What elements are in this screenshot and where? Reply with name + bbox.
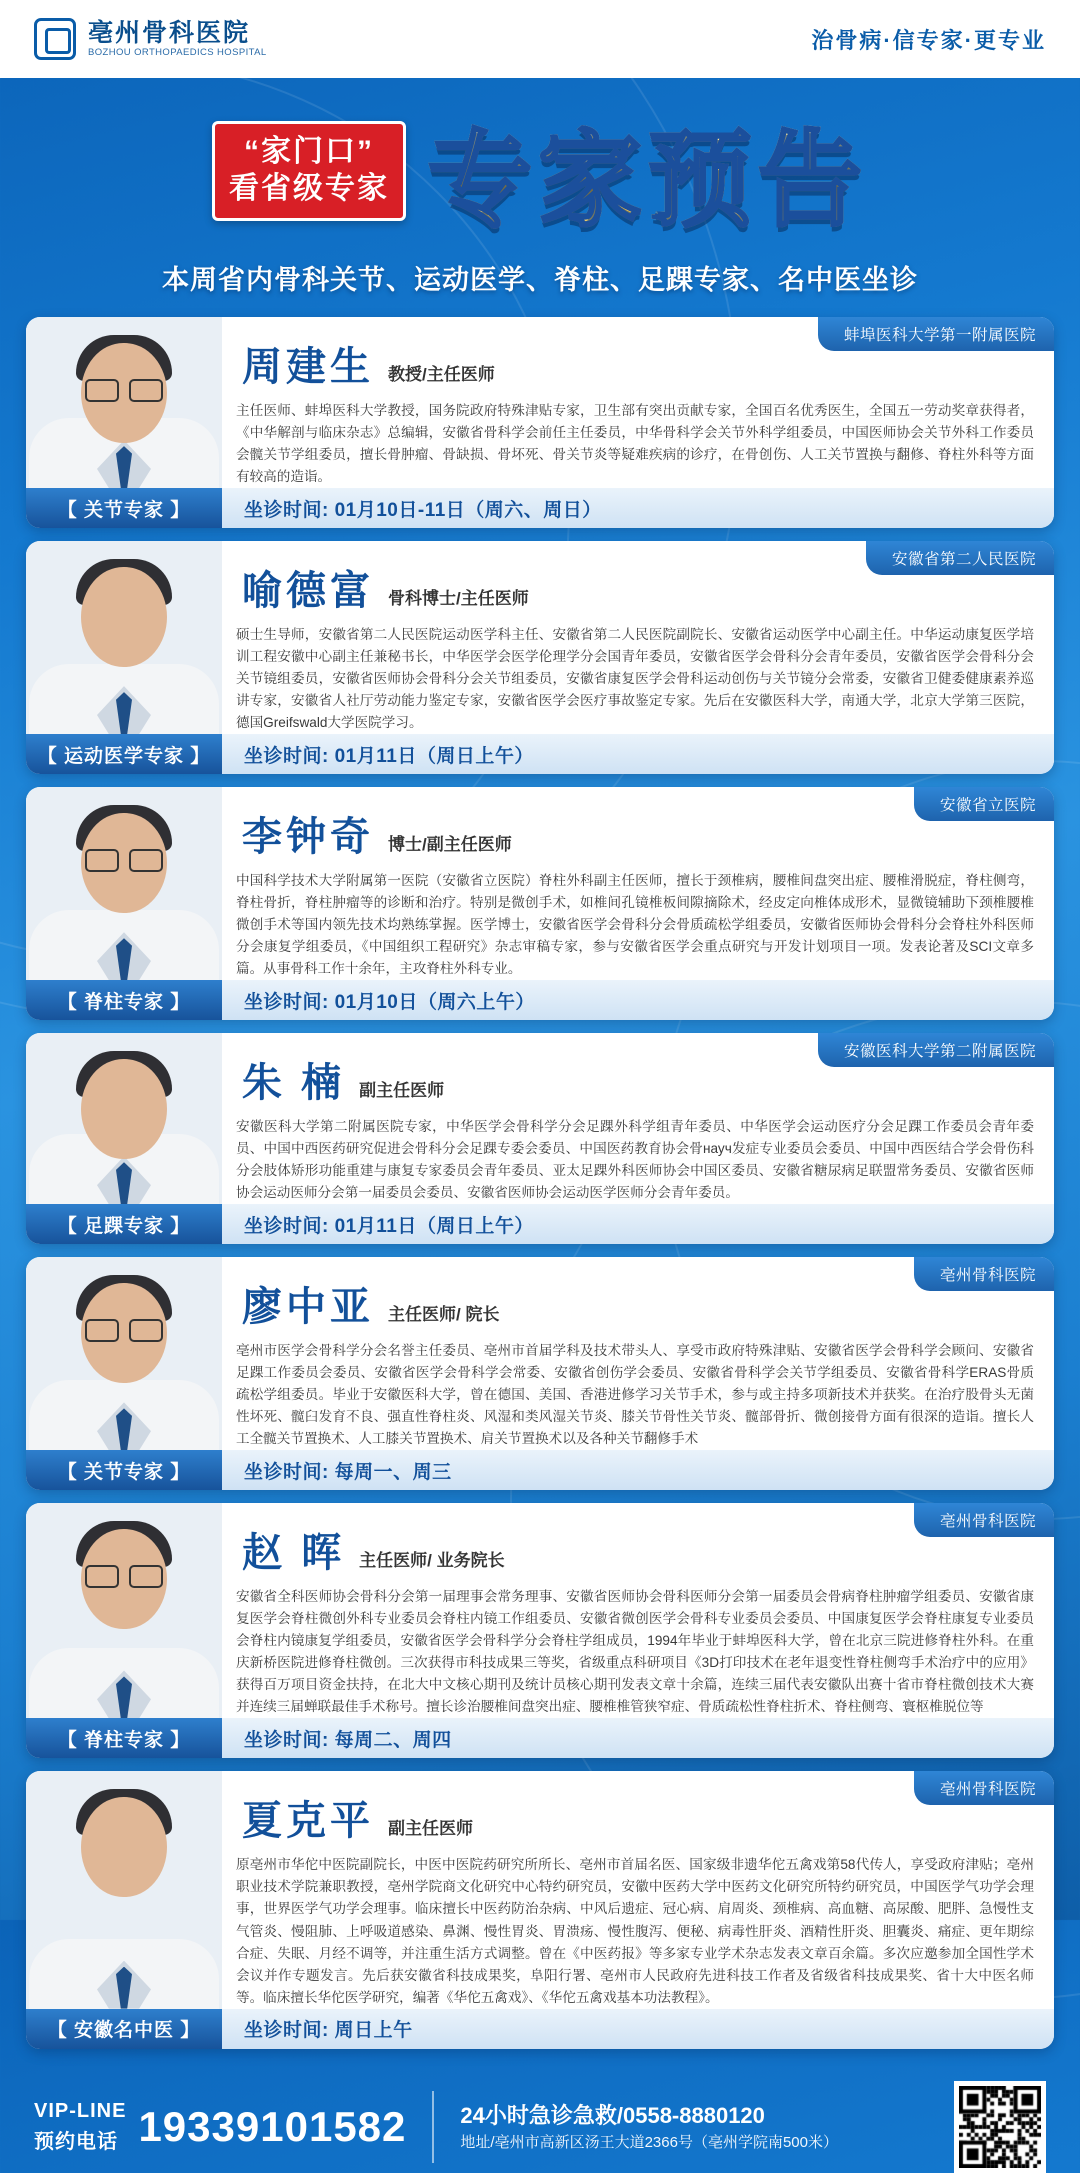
doctor-photo [26,1257,222,1450]
doctor-card [26,1033,1054,1244]
doctor-photo [26,787,222,980]
doctor-specialty-badge: 【 脊柱专家 】 [26,1718,222,1758]
doctor-specialty-badge: 【 关节专家 】 [26,1450,222,1490]
doctor-schedule: 坐诊时间: 每周二、周四 [222,1718,1054,1758]
doctor-name: 廖中亚 [242,1285,374,1330]
hospital-logo [34,18,267,60]
doctor-title: 博士/副主任医师 [388,835,512,855]
qr-code[interactable] [954,2081,1046,2173]
red-callout-line1: “家门口” [243,135,374,169]
doctor-bio: 安徽省全科医师协会骨科分会第一届理事会常务理事、安徽省医师协会骨科医师分会第一届委员会骨病脊柱肿瘤学组委员、安徽省康复医学会脊柱微创外科专业委员会脊柱内镜工作组委员、安徽省微创医学会骨科专业委员会委员、中国康复医学会脊柱康复专业委员会脊柱内镜康复学组委员，安徽省医学会骨科学分会脊柱学组成员，1994年毕业于蚌埠医科大学，曾在北京三院进修脊柱外科。在重庆新桥医院进修脊柱微创。三次获得市科技成果三等奖，省级重点科研项目《3D打印技术在老年退变性脊柱侧弯手术治疗中的应用》获得百万项目资金扶持，在北大中文核心期刊及统计员核心期刊发表文章十余篇，连续三届代表安徽队出赛十省市脊柱微创技术大赛并连续三届蝉联最佳手术称号。擅长诊治腰椎间盘突出症、腰椎椎管狭窄症、骨质疏松性脊柱折术、脊柱侧弯、寰枢椎脱位等 [236,1589,1034,1715]
doctor-schedule: 坐诊时间: 周日上午 [222,2009,1054,2049]
doctor-card [26,1503,1054,1758]
hospital-name-cn: 亳州骨科医院 [88,18,251,47]
doctor-card [26,541,1054,774]
doctor-specialty-badge: 【 运动医学专家 】 [26,734,222,774]
doctor-bio: 亳州市医学会骨科学分会名誉主任委员、亳州市首届学科及技术带头人、享受市政府特殊津贴、安徽省医学会骨科学会顾问、安徽省足踝工作委员会委员、安徽省医学会骨科学会常委、安徽省创伤学会委员、安徽省骨科学会关节学组委员、安徽省骨科学ERAS骨质疏松学组委员。毕业于安徽医科大学，曾在德国、美国、香港进修学习关节手术，参与或主持多项新技术并获奖。在治疗股骨头无菌性坏死、髋臼发育不良、强直性脊柱炎、风湿和类风湿关节炎、膝关节骨性关节炎、髋部骨折、微创接骨方面有很深的造诣。擅长人工全髋关节置换术、人工膝关节置换术、肩关节置换术以及各种关节翻修手术 [236,1343,1034,1447]
doctor-name: 周建生 [242,345,374,389]
doctor-hospital: 亳州骨科医院 [914,1257,1054,1291]
doctor-bio: 主任医师、蚌埠医科大学教授，国务院政府特殊津贴专家，卫生部有突出贡献专家，全国百名优秀医生，全国五一劳动奖章获得者，《中华解剖与临床杂志》总编辑，安徽省骨科学会前任主任委员，中华骨科学会关节外科学组委员，中国医师协会关节外科工作委员会髋关节学组委员，擅长骨肿瘤、骨缺损、骨坏死、骨关节炎等疑难疾病的诊疗，在骨创伤、人工关节置换与翻修、脊柱外科等方面有较高的造诣。 [236,403,1034,485]
logo-icon [34,18,76,60]
doctor-schedule: 坐诊时间: 01月10日（周六上午） [222,980,1054,1020]
doctor-name: 朱 楠 [242,1061,346,1106]
doctor-specialty-badge: 【 足踝专家 】 [26,1204,222,1244]
hospital-name-en: BOZHOU ORTHOPAEDICS HOSPITAL [88,47,267,59]
doctor-title: 副主任医师 [388,1819,473,1839]
page-footer [0,2065,1080,2173]
doctor-bio: 原亳州市华佗中医院副院长，中医中医院药研究所所长、亳州市首届名医、国家级非遗华佗五禽戏第58代传人，享受政府津贴；亳州职业技术学院兼职教授，亳州学院商文化研究中心特约研究员，安徽中医药大学中医药文化研究所特约研究员，中国医学气功学会理事，世界医学气功学会理事。临床擅长中医药防治杂病、中风后遗症、冠心病、肩周炎、颈椎病、高血糖、高尿酸、肥胖、急慢性支气管炎、慢阻肺、上呼吸道感染、鼻渊、慢性胃炎、胃溃疡、慢性腹泻、便秘、病毒性肝炎、酒精性肝炎、胆囊炎、痛症、更年期综合症、失眠、月经不调等，并注重生活方式调整。曾在《中医药报》等多家专业学术杂志发表文章百余篇。多次应邀参加全国性学术会议并作专题发言。先后获安徽省科技成果奖，阜阳行署、亳州市人民政府先进科技工作者及省级省科技成果奖、省十大中医名师等。临床擅长华佗医学研究，编著《华佗五禽戏》、《华佗五禽戏基本功法教程》。 [236,1857,1034,2005]
doctor-title: 主任医师/ 院长 [388,1305,500,1325]
doctor-name: 李钟奇 [242,815,374,860]
doctor-name: 喻德富 [242,569,374,614]
doctor-specialty-badge: 【 安徽名中医 】 [26,2009,222,2049]
title-block [0,78,1080,303]
doctor-schedule: 坐诊时间: 每周一、周三 [222,1450,1054,1490]
vip-line-label: VIP-LINE [34,2099,127,2122]
doctor-card [26,317,1054,528]
doctor-card [26,1257,1054,1490]
doctor-photo [26,1771,222,2008]
doctor-specialty-badge: 【 脊柱专家 】 [26,980,222,1020]
emergency-line: 24小时急诊急救/0558-8880120 [460,2102,765,2128]
doctor-bio: 安徽医科大学第二附属医院专家，中华医学会骨科学分会足踝外科学组青年委员、中华医学会运动医疗分会足踝工作委员会青年委员、中国中西医药研究促进会骨科分会足踝专委会委员、中国医药教育协会骨науч发症专业委员会委员、中国中西医结合学会骨伤科分会肢体矫形功能重建与康复专家委员会青年委员、亚太足踝外科医师协会中国区委员、安徽省糖尿病足联盟常务委员、安徽省医师协会运动医师分会第一届委员会委员、安徽省医师协会运动医学医师分会青年委员。 [236,1119,1034,1201]
doctor-hospital: 亳州骨科医院 [914,1771,1054,1805]
doctor-photo [26,317,222,488]
doctor-photo [26,1033,222,1204]
footer-divider [432,2091,434,2163]
doctor-schedule: 坐诊时间: 01月10日-11日（周六、周日） [222,488,1054,528]
doctor-bio: 中国科学技术大学附属第一医院（安徽省立医院）脊柱外科副主任医师，擅长于颈椎病，腰椎间盘突出症、腰椎滑脱症，脊柱侧弯，脊柱骨折，脊柱肿瘤等的诊断和治疗。特别是微创手术，如椎间孔镜椎板间隙摘除术，经皮定向椎体成形术，显微镜辅助下颈椎腰椎微创手术等国内领先技术均熟练掌握。医学博士，安徽省医学会骨科分会骨质疏松学组委员，安徽省医师协会骨科分会脊柱外科医师分会康复学组委员，《中国组织工程研究》杂志审稿专家，参与安徽省医学会重点研究与开发计划项目一项。发表论著及SCI文章多篇。从事骨科工作十余年，主攻脊柱外科专业。 [236,873,1034,977]
reserve-label: 预约电话 [34,2130,118,2153]
doctor-title: 教授/主任医师 [388,365,495,384]
address-line: 地址/亳州市高新区汤王大道2366号（亳州学院南500米） [460,2133,838,2151]
footer-emergency-block [460,2099,838,2155]
doctor-hospital: 安徽省第二人民医院 [866,541,1054,575]
doctor-hospital: 亳州骨科医院 [914,1503,1054,1537]
doctor-specialty-badge: 【 关节专家 】 [26,488,222,528]
page-header [0,0,1080,78]
doctor-title: 骨科博士/主任医师 [388,589,529,609]
doctor-card [26,1771,1054,2048]
header-slogan: 治骨病·信专家·更专业 [811,27,1046,53]
red-callout-box [212,121,406,220]
doctor-hospital: 蚌埠医科大学第一附属医院 [818,317,1054,351]
doctor-name: 夏克平 [242,1799,374,1844]
doctor-schedule: 坐诊时间: 01月11日（周日上午） [222,1204,1054,1244]
phone-number[interactable]: 19339101582 [138,2102,407,2150]
doctor-photo [26,541,222,734]
doctor-schedule: 坐诊时间: 01月11日（周日上午） [222,734,1054,774]
doctor-title: 副主任医师 [359,1081,445,1101]
subtitle: 本周省内骨科关节、运动医学、脊柱、足踝专家、名中医坐诊 [162,265,918,295]
doctor-card [26,787,1054,1020]
doctor-card-list [0,303,1080,2049]
red-callout-line2: 看省级专家 [228,172,389,205]
doctor-hospital: 安徽医科大学第二附属医院 [818,1033,1054,1067]
footer-contact [34,2100,406,2154]
doctor-name: 赵 晖 [242,1531,346,1576]
doctor-photo [26,1503,222,1718]
main-title: 专家预告 [428,96,868,246]
doctor-bio: 硕士生导师，安徽省第二人民医院运动医学科主任、安徽省第二人民医院副院长、安徽省运动医学中心副主任。中华运动康复医学培训工程安徽中心副主任兼秘书长，中华医学会医学伦理学分会国青年委员，安徽省医学会骨科分会青年委员，安徽省医学会骨科分会关节镜组委员，安徽省医师协会骨科分会关节组委员，安徽省康复医学会骨科运动创伤与关节镜分会常委，安徽省卫健委健康素养巡讲专家，安徽省人社厅劳动能力鉴定专家，安徽省医学会医疗事故鉴定专家。先后在安徽医科大学，南通大学，北京大学第三医院，德国Greifswald大学医院学习。 [236,627,1034,731]
doctor-title: 主任医师/ 业务院长 [359,1551,505,1571]
doctor-hospital: 安徽省立医院 [914,787,1054,821]
